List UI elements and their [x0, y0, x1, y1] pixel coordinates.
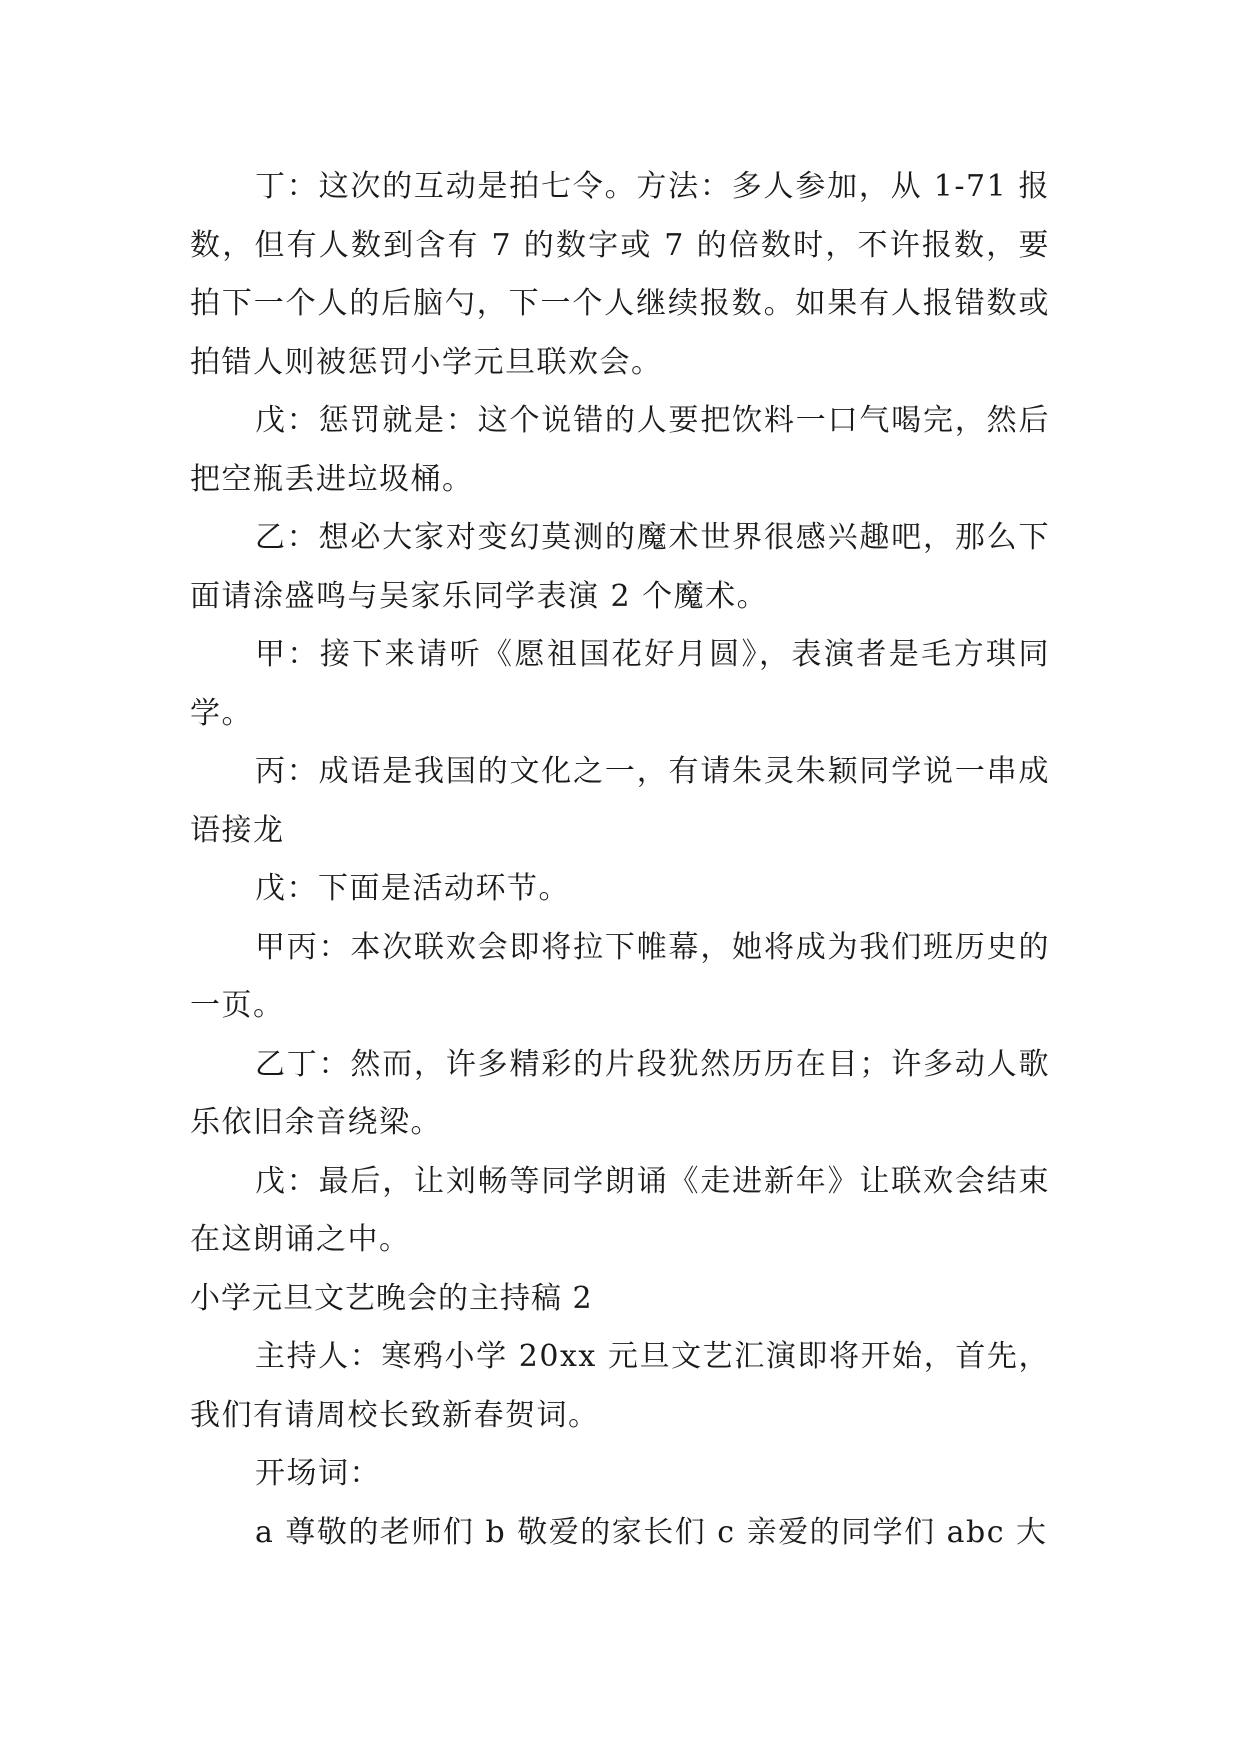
paragraph-bing-idioms: 丙：成语是我国的文化之一，有请朱灵朱颖同学说一串成语接龙	[190, 754, 1050, 848]
document-body	[190, 158, 1050, 1562]
paragraph-jiabing-closing: 甲丙：本次联欢会即将拉下帷幕，她将成为我们班历史的一页。	[190, 929, 1050, 1023]
paragraph-yiding-memories: 乙丁：然而，许多精彩的片段犹然历历在目；许多动人歌乐依旧余音绕梁。	[190, 1046, 1050, 1140]
paragraph-wu-penalty: 戊：惩罚就是：这个说错的人要把饮料一口气喝完，然后把空瓶丢进垃圾桶。	[190, 403, 1050, 497]
paragraph-wu-recital: 戊：最后，让刘畅等同学朗诵《走进新年》让联欢会结束在这朗诵之中。	[190, 1163, 1050, 1257]
paragraph-yi-magic: 乙：想必大家对变幻莫测的魔术世界很感兴趣吧，那么下面请涂盛鸣与吴家乐同学表演 2 个魔术。	[190, 520, 1050, 614]
paragraph-host-opening: 主持人：寒鸦小学 20xx 元旦文艺汇演即将开始，首先，我们有请周校长致新春贺词。	[190, 1339, 1050, 1433]
section-heading: 小学元旦文艺晚会的主持稿 2	[190, 1280, 593, 1316]
paragraph-jia-song: 甲：接下来请听《愿祖国花好月圆》，表演者是毛方琪同学。	[190, 637, 1050, 731]
paragraph-opening-label: 开场词：	[255, 1456, 381, 1491]
paragraph-wu-activity: 戊：下面是活动环节。	[255, 871, 570, 906]
paragraph-ding-game-rules: 丁：这次的互动是拍七令。方法：多人参加，从 1-71 报数，但有人数到含有 7 的数字或 7 的倍数时，不许报数，要拍下一个人的后脑勺，下一个人继续报数。如果有人报错数或拍错人则被惩罚小学元旦联欢会。	[190, 169, 1050, 380]
paragraph-greeting: a 尊敬的老师们 b 敬爱的家长们 c 亲爱的同学们 abc 大	[255, 1514, 1048, 1550]
